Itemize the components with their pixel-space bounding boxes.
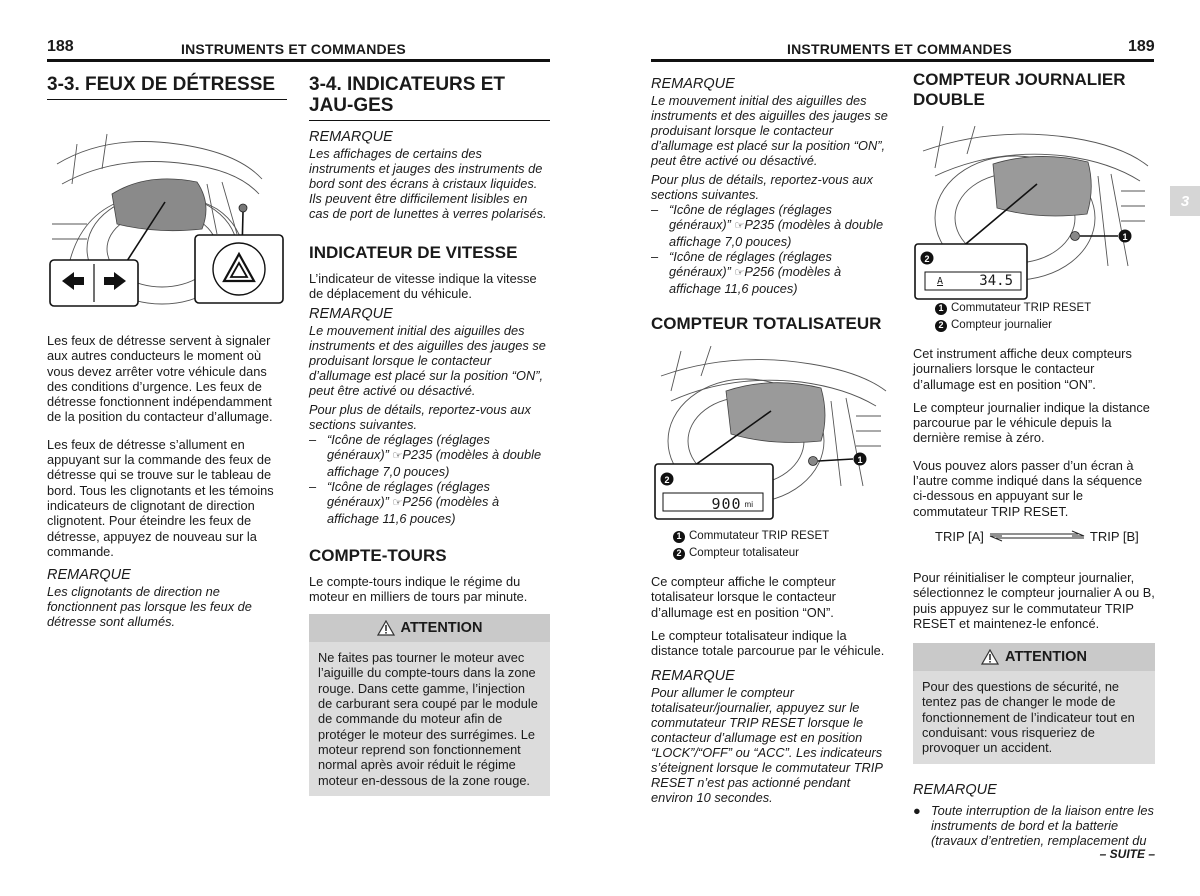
dash-bullet: – <box>651 249 659 264</box>
callout-number: 2 <box>935 320 947 332</box>
hazard-paragraph-2: Les feux de détresse s’allument en appuyant sur la commande des feux de détresse qui se trouve sur le tableau de bord. Tous les clignotants et les témoins indicateurs de clignotant de direction clignotent. Pour éteindre les feux de détresse, appuyez de nouveau sur la commande. <box>47 436 274 559</box>
trip-warning-box <box>913 643 1155 763</box>
callout-number: 1 <box>935 303 947 315</box>
legend-label: Compteur totalisateur <box>689 547 799 559</box>
speed-note-more: Pour plus de détails, reportez-vous aux sections suivantes. <box>309 401 531 432</box>
bullet-dot: ● <box>913 802 921 818</box>
odometer-paragraph-2: Le compteur totalisateur indique la distance totale parcourue par le véhicule. <box>651 627 885 659</box>
odometer-column <box>651 76 893 805</box>
speed-note-label: REMARQUE <box>309 305 393 322</box>
svg-text:2: 2 <box>664 475 670 485</box>
svg-text:1: 1 <box>1122 232 1128 242</box>
intro-ref-item <box>651 249 893 296</box>
dashboard-hazard-drawing <box>47 124 287 309</box>
warning-icon <box>377 620 395 636</box>
odometer-note-text: Pour allumer le compteur totalisateur/journalier, appuyez sur le commutateur TRIP RESET lorsque le contacteur d’allumage est en position “LOCK”/“OFF” ou “ACC”. Les indicateurs s’éteignent lorsque le commutateur TRIP RESET n’est pas actionné pendant environ 10 secondes. <box>651 685 883 806</box>
gauges-note-label: REMARQUE <box>309 129 393 145</box>
odometer-display-value: 900 <box>711 495 742 513</box>
trip-display-value: 34.5 <box>979 273 1013 289</box>
speed-note-text: Le mouvement initial des aiguilles des instruments et des aiguilles des jauges se produisant lorsque le contacteur d’allumage est placé sur la position “ON”, peut être activé ou désactivé. <box>309 322 546 398</box>
intro-note-label: REMARQUE <box>651 76 735 92</box>
tach-title: COMPTE-TOURS <box>309 545 447 565</box>
trip-warning-text: Pour des questions de sécurité, ne tentez pas de changer le mode de fonctionnement de l’indicateur tout en conduisant: vous risqueriez de provoquer un accident. <box>922 679 1135 756</box>
trip-sequence-a: TRIP [A] <box>935 528 984 544</box>
double-arrow-icon <box>986 530 1088 542</box>
left-header-rule <box>47 59 550 62</box>
trip-note-label: REMARQUE <box>913 781 997 798</box>
right-page-number: 189 <box>1128 38 1155 55</box>
svg-text:2: 2 <box>924 254 930 264</box>
speed-text: L’indicateur de vitesse indique la vitesse de déplacement du véhicule. <box>309 271 537 302</box>
intro-note-more: Pour plus de détails, reportez-vous aux sections suivantes. <box>651 172 873 202</box>
gauges-note-text: Les affichages de certains des instruments et jauges des instruments de bord sont des écrans à cristaux liquides. Ils peuvent être difficilement lisibles en cas de port de lunettes à verres polarisés. <box>309 146 547 221</box>
intro-ref-text: “Icône de réglages (réglages généraux)” ☞P256 (modèles à affichage 11,6 pouces) <box>669 249 842 296</box>
trip-sequence-diagram <box>935 529 1155 544</box>
intro-ref-item <box>651 202 893 249</box>
odometer-display <box>663 495 763 513</box>
left-page-number: 188 <box>47 38 74 55</box>
hazard-title: 3-3. FEUX DE DÉTRESSE <box>47 74 287 100</box>
tach-text: Le compte-tours indique le régime du moteur en milliers de tours par minute. <box>309 573 528 604</box>
intro-ref-text: “Icône de réglages (réglages généraux)” ☞P235 (modèles à double affichage 7,0 pouces) <box>669 202 884 249</box>
callout-number: 1 <box>673 531 685 543</box>
intro-ref-link[interactable]: P235 (modèles à double affichage 7,0 pouces) <box>669 217 884 249</box>
odometer-title: COMPTEUR TOTALISATEUR <box>651 314 882 333</box>
tach-warning-header <box>309 614 550 642</box>
continued-marker: – SUITE – <box>1099 847 1155 861</box>
trip-bullet-text: Toute interruption de la liaison entre les instruments de bord et la batterie (travaux d’entretien, remplacement du <box>931 802 1154 848</box>
right-running-header: INSTRUMENTS ET COMMANDES <box>787 41 1012 57</box>
trip-note-bullet <box>913 803 1155 848</box>
intro-ref-link[interactable]: P256 (modèles à affichage 11,6 pouces) <box>669 264 842 296</box>
right-header-rule <box>651 59 1154 62</box>
trip-illustration <box>913 126 1155 306</box>
tach-warning-text: Ne faites pas tourner le moteur avec l’aiguille du compte-tours dans la zone rouge. Dans cette gamme, l’injection de carburant sera coupé par le module de commande du moteur afin de protéger le moteur des surrégimes. Le moteur reprend son fonctionnement normal après avoir réduit le régime moteur en-dessous de la zone rouge. <box>318 650 538 788</box>
tach-warning-box <box>309 614 550 796</box>
odometer-display-unit: mi <box>744 499 753 509</box>
hazard-note-text: Les clignotants de direction ne fonctionnent pas lorsque les feux de détresse sont allumés. <box>47 584 252 630</box>
reference-icon: ☞ <box>392 496 403 509</box>
tach-warning-label: ATTENTION <box>400 620 483 637</box>
hazard-section <box>47 74 287 629</box>
speed-ref-item <box>309 432 550 479</box>
reference-icon: ☞ <box>392 449 403 462</box>
trip-paragraph-1: Cet instrument affiche deux compteurs journaliers lorsque le contacteur d’allumage est en position “ON”. <box>913 346 1132 392</box>
trip-column <box>913 70 1155 848</box>
trip-display-letter: A <box>937 275 944 287</box>
trip-warning-label: ATTENTION <box>1005 649 1087 666</box>
reference-icon: ☞ <box>734 267 745 279</box>
hazard-illustration <box>47 124 287 309</box>
svg-text:1: 1 <box>857 455 863 465</box>
dash-bullet: – <box>651 202 659 217</box>
trip-title: COMPTEUR JOURNALIER DOUBLE <box>913 70 1126 109</box>
speed-ref-item <box>309 479 550 526</box>
warning-icon <box>981 649 999 665</box>
legend-item <box>935 317 1155 334</box>
odometer-paragraph-1: Ce compteur affiche le compteur totalisateur lorsque le contacteur d’allumage est en position “ON”. <box>651 574 836 620</box>
speed-ref-text: “Icône de réglages (réglages généraux)” ☞P235 (modèles à double affichage 7,0 pouces) <box>327 431 542 479</box>
callout-number: 2 <box>673 548 685 560</box>
hazard-note-label: REMARQUE <box>47 567 131 584</box>
reference-icon: ☞ <box>734 220 745 232</box>
trip-warning-header <box>913 643 1155 671</box>
legend-label: Compteur journalier <box>951 319 1052 331</box>
legend-item <box>673 528 893 545</box>
gauges-title: 3-4. INDICATEURS ET JAU-GES <box>309 74 550 121</box>
chapter-tab: 3 <box>1170 186 1200 216</box>
trip-reset-text: Pour réinitialiser le compteur journalier, sélectionnez le compteur journalier A ou B, puis appuyez sur le commutateur TRIP RESET et maintenez-le enfoncé. <box>913 569 1155 631</box>
speed-ref-link[interactable]: P235 (modèles à double affichage 7,0 pouces) <box>327 446 542 479</box>
trip-display <box>925 272 1021 290</box>
odometer-note-label: REMARQUE <box>651 668 735 685</box>
speed-ref-link[interactable]: P256 (modèles à affichage 11,6 pouces) <box>327 493 500 526</box>
gauges-column <box>309 74 550 796</box>
legend-label: Commutateur TRIP RESET <box>689 530 830 542</box>
left-running-header: INSTRUMENTS ET COMMANDES <box>181 41 406 57</box>
speed-ref-text: “Icône de réglages (réglages généraux)” ☞P256 (modèles à affichage 11,6 pouces) <box>327 478 500 526</box>
trip-paragraph-2: Le compteur journalier indique la distance parcourue par le véhicule depuis la dernière remise à zéro. <box>913 399 1150 446</box>
legend-label: Commutateur TRIP RESET <box>951 302 1092 314</box>
trip-sequence-b: TRIP [B] <box>1089 528 1139 544</box>
trip-paragraph-3: Vous pouvez alors passer d’un écran à l’autre comme indiqué dans la séquence ci-dessous en appuyant sur le commutateur TRIP RESET. <box>913 457 1143 519</box>
odometer-legend <box>673 528 893 562</box>
hazard-paragraph-1: Les feux de détresse servent à signaler aux autres conducteurs le moment où vous devez arrêter votre véhicule dans des conditions d’urgence. Les feux de détresse fonctionnent indépendamment de la position du contacteur d’allumage. <box>47 333 273 425</box>
speed-title: INDICATEUR DE VITESSE <box>309 243 518 262</box>
intro-note-text: Le mouvement initial des aiguilles des instruments et des aiguilles des jauges se produisant lorsque le contacteur d’allumage est placé sur la position “ON”, peut être activé ou désactivé. <box>651 93 888 168</box>
dash-bullet: – <box>309 478 317 494</box>
dash-bullet: – <box>309 431 317 447</box>
legend-item <box>673 545 893 562</box>
